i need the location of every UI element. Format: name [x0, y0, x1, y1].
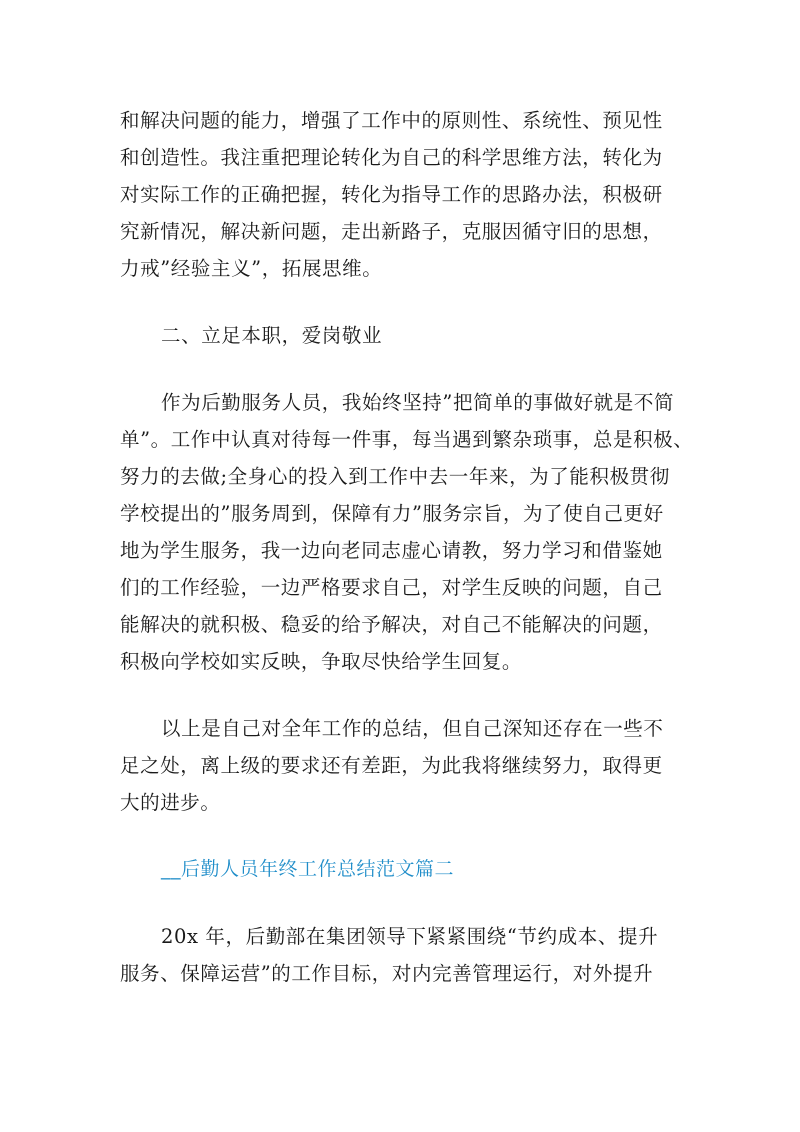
text-line: 大的进步。	[120, 791, 221, 814]
text-line: 和创造性。我注重把理论转化为自己的科学思维方法，转化为	[120, 146, 663, 169]
text-line: 以上是自己对全年工作的总结，但自己深知还存在一些不	[161, 717, 664, 740]
text-line: 足之处，离上级的要求还有差距，为此我将继续努力，取得更	[120, 754, 663, 777]
text-line: 20x 年，后勤部在集团领导下紧紧围绕“节约成本、提升	[161, 925, 659, 948]
section-heading-2: 二、立足本职，爱岗敬业	[161, 324, 383, 347]
text-line: 努力的去做;全身心的投入到工作中去一年来，为了能积极贯彻	[120, 465, 670, 488]
paragraph-spacer	[120, 888, 685, 918]
paragraph-abilities	[120, 102, 685, 287]
article-heading-link[interactable]: __后勤人员年终工作总结范文篇二	[161, 858, 455, 880]
paragraph-spacer	[120, 287, 685, 317]
text-line: 对实际工作的正确把握，转化为指导工作的思路办法，积极研	[120, 183, 663, 206]
text-line: 学校提出的”服务周到，保障有力”服务宗旨，为了使自己更好	[120, 502, 664, 525]
text-line: 和解决问题的能力，增强了工作中的原则性、系统性、预见性	[120, 109, 663, 132]
paragraph-service	[120, 384, 694, 680]
text-line: 作为后勤服务人员，我始终坚持”把简单的事做好就是不简	[161, 391, 675, 414]
paragraph-spacer	[120, 680, 685, 710]
text-line: 究新情况，解决新问题，走出新路子，克服因循守旧的思想，	[120, 220, 663, 243]
paragraph-summary	[120, 710, 685, 821]
paragraph-spacer	[120, 354, 685, 384]
paragraph-logistics-intro	[120, 918, 685, 992]
text-line: 力戒”经验主义”，拓展思维。	[120, 257, 383, 280]
text-line: 们的工作经验，一边严格要求自己，对学生反映的问题，自己	[120, 576, 663, 599]
text-line: 地为学生服务，我一边向老同志虚心请教，努力学习和借鉴她	[120, 539, 663, 562]
text-line: 能解决的就积极、稳妥的给予解决，对自己不能解决的问题，	[120, 613, 663, 636]
document-page	[120, 102, 694, 992]
paragraph-spacer	[120, 821, 685, 851]
text-line: 单”。工作中认真对待每一件事，每当遇到繁杂琐事，总是积极、	[120, 428, 694, 451]
text-line: 服务、保障运营”的工作目标，对内完善管理运行，对外提升	[120, 962, 654, 985]
text-line: 积极向学校如实反映，争取尽快给学生回复。	[120, 650, 523, 673]
